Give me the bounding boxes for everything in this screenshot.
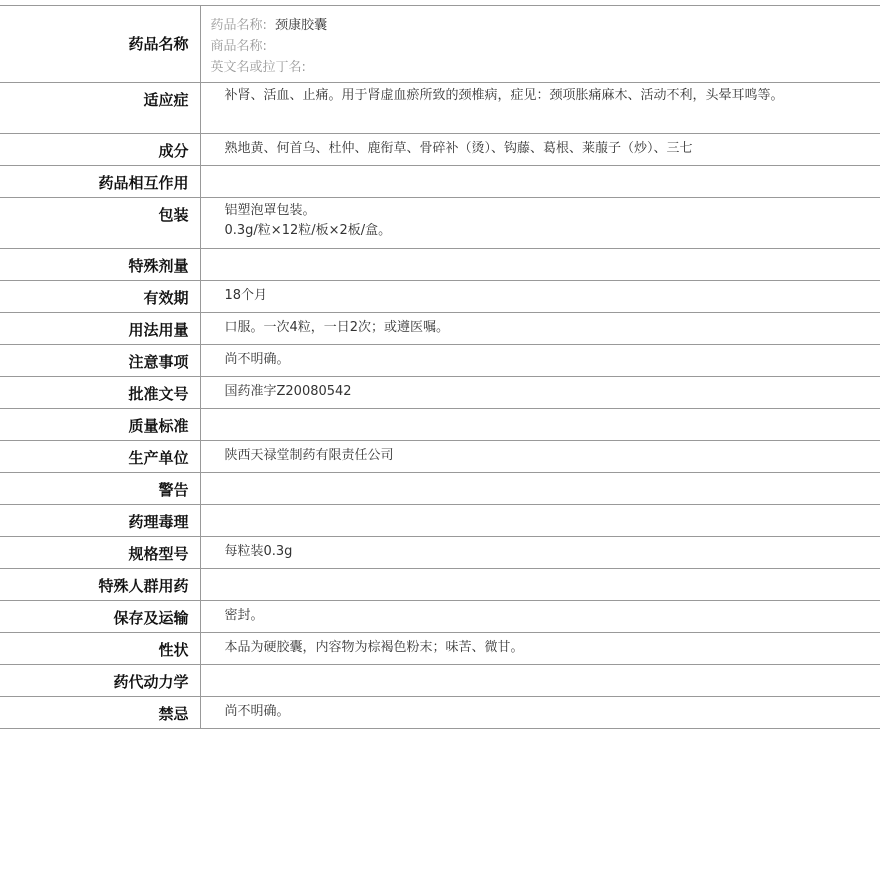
drug-info-table [0,5,880,729]
row-label: 适应症 [0,83,200,134]
row-value: 尚不明确。 [200,345,880,377]
row-drug-name [0,6,880,83]
row-label: 规格型号 [0,537,200,569]
row-value [200,166,880,198]
row-dosage [0,313,880,345]
row-warning [0,473,880,505]
row-pharmacokinetics [0,665,880,697]
row-value: 尚不明确。 [200,697,880,729]
row-label: 特殊剂量 [0,249,200,281]
row-special-populations [0,569,880,601]
row-value [200,569,880,601]
row-label: 性状 [0,633,200,665]
row-special-dosage [0,249,880,281]
packaging-line-1: 铝塑泡罩包装。 [224,203,316,218]
row-value: 密封。 [200,601,880,633]
row-ingredients [0,134,880,166]
row-value [200,6,880,83]
row-shelf-life [0,281,880,313]
row-label: 质量标准 [0,409,200,441]
row-value [200,83,880,134]
row-label: 药品相互作用 [0,166,200,198]
row-label: 用法用量 [0,313,200,345]
row-value [200,473,880,505]
row-label: 成分 [0,134,200,166]
row-indications [0,83,880,134]
row-label: 注意事项 [0,345,200,377]
row-appearance [0,633,880,665]
indications-text: 补肾、活血、止痛。用于肾虚血瘀所致的颈椎病，症见：颈项胀痛麻木、活动不利，头晕耳鸣等。 [224,88,784,103]
english-name-key: 英文名或拉丁名: [210,60,306,75]
row-value: 熟地黄、何首乌、杜仲、鹿衔草、骨碎补（烫）、钩藤、葛根、莱菔子（炒）、三七 [200,134,880,166]
generic-name-line [211,15,791,36]
row-quality-standard [0,409,880,441]
row-packaging [0,198,880,249]
row-value: 国药准字Z20080542 [200,377,880,409]
row-value: 本品为硬胶囊，内容物为棕褐色粉末；味苦、微甘。 [200,633,880,665]
row-interactions [0,166,880,198]
row-value: 每粒装0.3g [200,537,880,569]
row-label: 包装 [0,198,200,249]
row-label: 禁忌 [0,697,200,729]
generic-name-key: 药品名称: [210,18,267,33]
row-pharmacology [0,505,880,537]
packaging-line-2: 0.3g/粒×12粒/板×2板/盒。 [224,223,392,238]
row-value [200,249,880,281]
trade-name-line [211,36,791,57]
generic-name-value: 颈康胶囊 [275,18,328,33]
row-label: 药理毒理 [0,505,200,537]
row-label: 药品名称 [0,6,200,83]
row-value: 陕西天禄堂制药有限责任公司 [200,441,880,473]
row-specification [0,537,880,569]
row-approval-number [0,377,880,409]
row-value [200,505,880,537]
row-storage [0,601,880,633]
row-value [200,409,880,441]
row-label: 有效期 [0,281,200,313]
row-contraindications [0,697,880,729]
row-label: 批准文号 [0,377,200,409]
row-value: 18个月 [200,281,880,313]
english-name-line [211,57,791,78]
row-precautions [0,345,880,377]
row-label: 警告 [0,473,200,505]
row-value [200,198,880,249]
row-label: 特殊人群用药 [0,569,200,601]
row-value: 口服。一次4粒，一日2次；或遵医嘱。 [200,313,880,345]
row-label: 保存及运输 [0,601,200,633]
row-label: 药代动力学 [0,665,200,697]
row-value [200,665,880,697]
trade-name-key: 商品名称: [210,39,267,54]
row-label: 生产单位 [0,441,200,473]
row-manufacturer [0,441,880,473]
